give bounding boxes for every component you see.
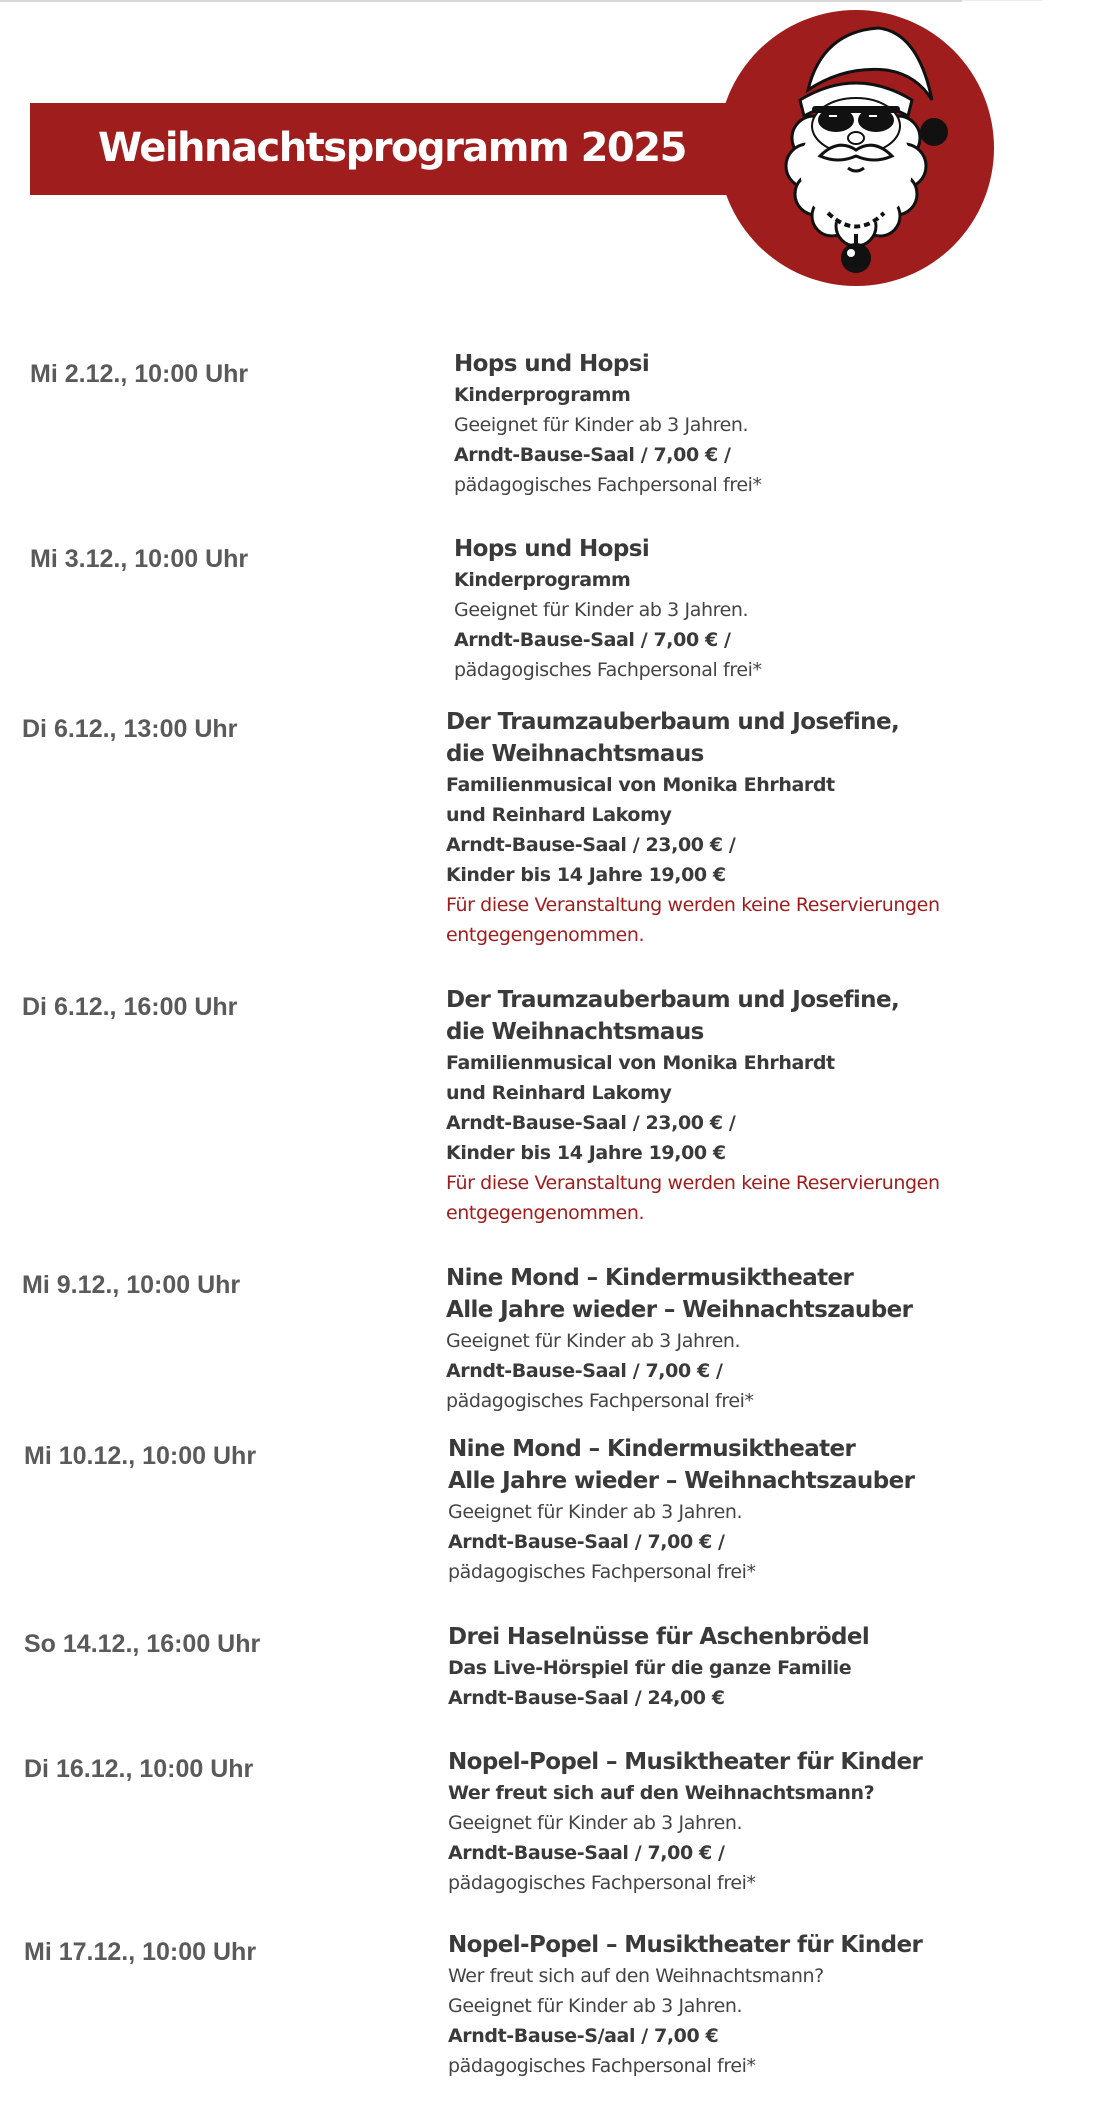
event-title-line-2: Alle Jahre wieder – Weihnachtszauber — [446, 1297, 913, 1323]
event-date: So 14.12., 16:00 Uhr — [24, 1630, 261, 1658]
event-subtitle: Kinderprogramm — [454, 384, 631, 406]
event-date: Mi 9.12., 10:00 Uhr — [22, 1271, 241, 1299]
event-details — [454, 348, 762, 500]
event-title: Nine Mond – Kindermusiktheater — [446, 1265, 854, 1291]
event-title: Hops und Hopsi — [454, 536, 650, 562]
event-reservation-note: Für diese Veranstaltung werden keine Reservierungen — [446, 894, 940, 916]
event-subtitle-line-2: und Reinhard Lakomy — [446, 804, 672, 826]
event-date: Di 16.12., 10:00 Uhr — [24, 1755, 254, 1783]
event-date: Di 6.12., 16:00 Uhr — [22, 993, 238, 1021]
event-venue-price: Arndt-Bause-S/aal / 7,00 € — [448, 2025, 719, 2047]
event-details — [454, 533, 762, 685]
event-price-note: pädagogisches Fachpersonal frei* — [448, 1872, 756, 1894]
event-venue-price: Arndt-Bause-Saal / 24,00 € — [448, 1687, 725, 1709]
event-title: Der Traumzauberbaum und Josefine, — [446, 987, 900, 1013]
event-venue-price: Arndt-Bause-Saal / 23,00 € / — [446, 1112, 736, 1134]
event-venue-price: Arndt-Bause-Saal / 7,00 € / — [446, 1360, 723, 1382]
event-subtitle: Wer freut sich auf den Weihnachtsmann? — [448, 1965, 824, 1987]
event-title-line-2: die Weihnachtsmaus — [446, 1019, 704, 1045]
event-venue-price: Arndt-Bause-Saal / 7,00 € / — [454, 629, 731, 651]
event-title: Der Traumzauberbaum und Josefine, — [446, 709, 900, 735]
event-reservation-note-line-2: entgegengenommen. — [446, 924, 645, 946]
top-divider — [0, 0, 962, 2]
event-details — [448, 1929, 922, 2081]
event-subtitle: Das Live-Hörspiel für die ganze Familie — [448, 1657, 852, 1679]
event-details — [446, 706, 940, 950]
event-price-note: pädagogisches Fachpersonal frei* — [454, 474, 762, 496]
event-date: Di 6.12., 13:00 Uhr — [22, 715, 238, 743]
event-child-price: Kinder bis 14 Jahre 19,00 € — [446, 864, 726, 886]
santa-with-sunglasses-icon — [716, 8, 996, 287]
event-subtitle: Wer freut sich auf den Weihnachtsmann? — [448, 1782, 875, 1804]
event-date: Mi 2.12., 10:00 Uhr — [30, 360, 249, 388]
event-title: Nine Mond – Kindermusiktheater — [448, 1436, 856, 1462]
event-subtitle: Kinderprogramm — [454, 569, 631, 591]
event-age-note: Geeignet für Kinder ab 3 Jahren. — [454, 599, 749, 621]
event-reservation-note: Für diese Veranstaltung werden keine Reservierungen — [446, 1172, 940, 1194]
event-venue-price: Arndt-Bause-Saal / 23,00 € / — [446, 834, 736, 856]
santa-logo — [716, 8, 996, 287]
event-title-line-2: Alle Jahre wieder – Weihnachtszauber — [448, 1468, 915, 1494]
event-age-note: Geeignet für Kinder ab 3 Jahren. — [454, 414, 749, 436]
event-details — [446, 984, 940, 1228]
top-divider-segment — [962, 0, 1042, 1]
event-venue-price: Arndt-Bause-Saal / 7,00 € / — [448, 1842, 725, 1864]
event-title-line-2: die Weihnachtsmaus — [446, 741, 704, 767]
event-price-note: pädagogisches Fachpersonal frei* — [448, 2055, 756, 2077]
event-reservation-note-line-2: entgegengenommen. — [446, 1202, 645, 1224]
event-price-note: pädagogisches Fachpersonal frei* — [454, 659, 762, 681]
event-venue-price: Arndt-Bause-Saal / 7,00 € / — [454, 444, 731, 466]
event-age-note: Geeignet für Kinder ab 3 Jahren. — [448, 1501, 743, 1523]
event-subtitle: Familienmusical von Monika Ehrhardt — [446, 1052, 835, 1074]
event-details — [448, 1621, 869, 1713]
event-price-note: pädagogisches Fachpersonal frei* — [448, 1561, 756, 1583]
event-subtitle: Familienmusical von Monika Ehrhardt — [446, 774, 835, 796]
event-child-price: Kinder bis 14 Jahre 19,00 € — [446, 1142, 726, 1164]
event-title: Nopel-Popel – Musiktheater für Kinder — [448, 1749, 923, 1775]
event-price-note: pädagogisches Fachpersonal frei* — [446, 1390, 754, 1412]
event-subtitle-line-2: und Reinhard Lakomy — [446, 1082, 672, 1104]
event-title: Nopel-Popel – Musiktheater für Kinder — [448, 1932, 923, 1958]
event-venue-price: Arndt-Bause-Saal / 7,00 € / — [448, 1531, 725, 1553]
event-title: Hops und Hopsi — [454, 351, 650, 377]
event-age-note: Geeignet für Kinder ab 3 Jahren. — [448, 1995, 743, 2017]
event-details — [446, 1262, 912, 1416]
event-date: Mi 10.12., 10:00 Uhr — [24, 1442, 257, 1470]
event-details — [448, 1433, 914, 1587]
event-age-note: Geeignet für Kinder ab 3 Jahren. — [446, 1330, 741, 1352]
event-details — [448, 1746, 922, 1898]
event-title: Drei Haselnüsse für Aschenbrödel — [448, 1624, 870, 1650]
event-age-note: Geeignet für Kinder ab 3 Jahren. — [448, 1812, 743, 1834]
event-date: Mi 3.12., 10:00 Uhr — [30, 545, 249, 573]
page-title: Weihnachtsprogramm 2025 — [98, 125, 686, 171]
event-date: Mi 17.12., 10:00 Uhr — [24, 1938, 257, 1966]
